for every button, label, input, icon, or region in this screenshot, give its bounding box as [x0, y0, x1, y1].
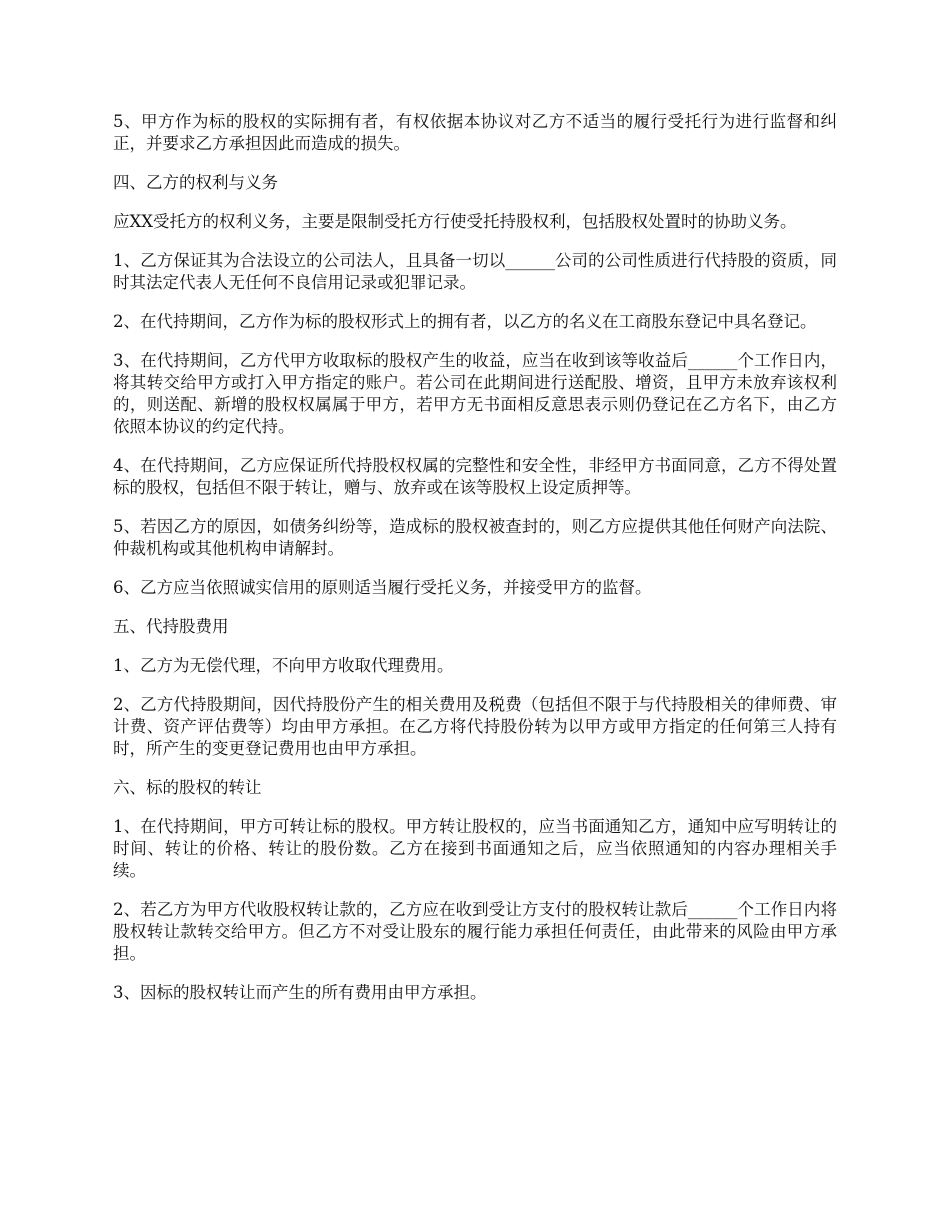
- section-heading: 五、代持股费用: [113, 617, 229, 636]
- clause-paragraph: 5、若因乙方的原因，如债务纠纷等，造成标的股权被查封的，则乙方应提供其他任何财产向法院、仲裁机构或其他机构申请解封。: [113, 517, 837, 558]
- clause-paragraph: 5、甲方作为标的股权的实际拥有者，有权依据本协议对乙方不适当的履行受托行为进行监督和纠正，并要求乙方承担因此而造成的损失。: [113, 112, 837, 153]
- section-intro-paragraph: 应XX受托方的权利义务，主要是限制受托方行使受托持股权利，包括股权处置时的协助义务。: [113, 212, 797, 231]
- section-heading: 四、乙方的权利与义务: [113, 173, 278, 192]
- clause-paragraph: 1、在代持期间，甲方可转让标的股权。甲方转让股权的，应当书面通知乙方，通知中应写明转让的时间、转让的价格、转让的股份数。乙方在接到书面通知之后，应当依照通知的内容办理相关手续。: [113, 817, 837, 880]
- clause-paragraph: 3、在代持期间，乙方代甲方收取标的股权产生的收益，应当在收到该等收益后______个工作日内，将其转交给甲方或打入甲方指定的账户。若公司在此期间进行送配股、增资，且甲方未放弃该权利的，则送配、新增的股权权属属于甲方，若甲方无书面相反意思表示则仍登记在乙方名下，由乙方依照本协议的约定代持。: [113, 351, 837, 436]
- clause-paragraph: 1、乙方保证其为合法设立的公司法人，且具备一切以______公司的公司性质进行代持股的资质，同时其法定代表人无任何不良信用记录或犯罪记录。: [113, 251, 837, 292]
- clause-paragraph: 6、乙方应当依照诚实信用的原则适当履行受托义务，并接受甲方的监督。: [113, 578, 652, 597]
- document-body: [113, 111, 837, 1021]
- clause-paragraph: 3、因标的股权转让而产生的所有费用由甲方承担。: [113, 983, 487, 1002]
- clause-paragraph: 2、乙方代持股期间，因代持股份产生的相关费用及税费（包括但不限于与代持股相关的律师费、审计费、资产评估费等）均由甲方承担。在乙方将代持股份转为以甲方或甲方指定的任何第三人持有时，所产生的变更登记费用也由甲方承担。: [113, 695, 837, 758]
- clause-paragraph: 4、在代持期间，乙方应保证所代持股权权属的完整性和安全性，非经甲方书面同意，乙方不得处置标的股权，包括但不限于转让，赠与、放弃或在该等股权上设定质押等。: [113, 456, 837, 497]
- clause-paragraph: 1、乙方为无偿代理，不向甲方收取代理费用。: [113, 656, 454, 675]
- clause-paragraph: 2、在代持期间，乙方作为标的股权形式上的拥有者，以乙方的名义在工商股东登记中具名登记。: [113, 312, 817, 331]
- clause-paragraph: 2、若乙方为甲方代收股权转让款的，乙方应在收到受让方支付的股权转让款后______个工作日内将股权转让款转交给甲方。但乙方不对受让股东的履行能力承担任何责任，由此带来的风险由甲方承担。: [113, 900, 837, 963]
- section-heading: 六、标的股权的转让: [113, 778, 262, 797]
